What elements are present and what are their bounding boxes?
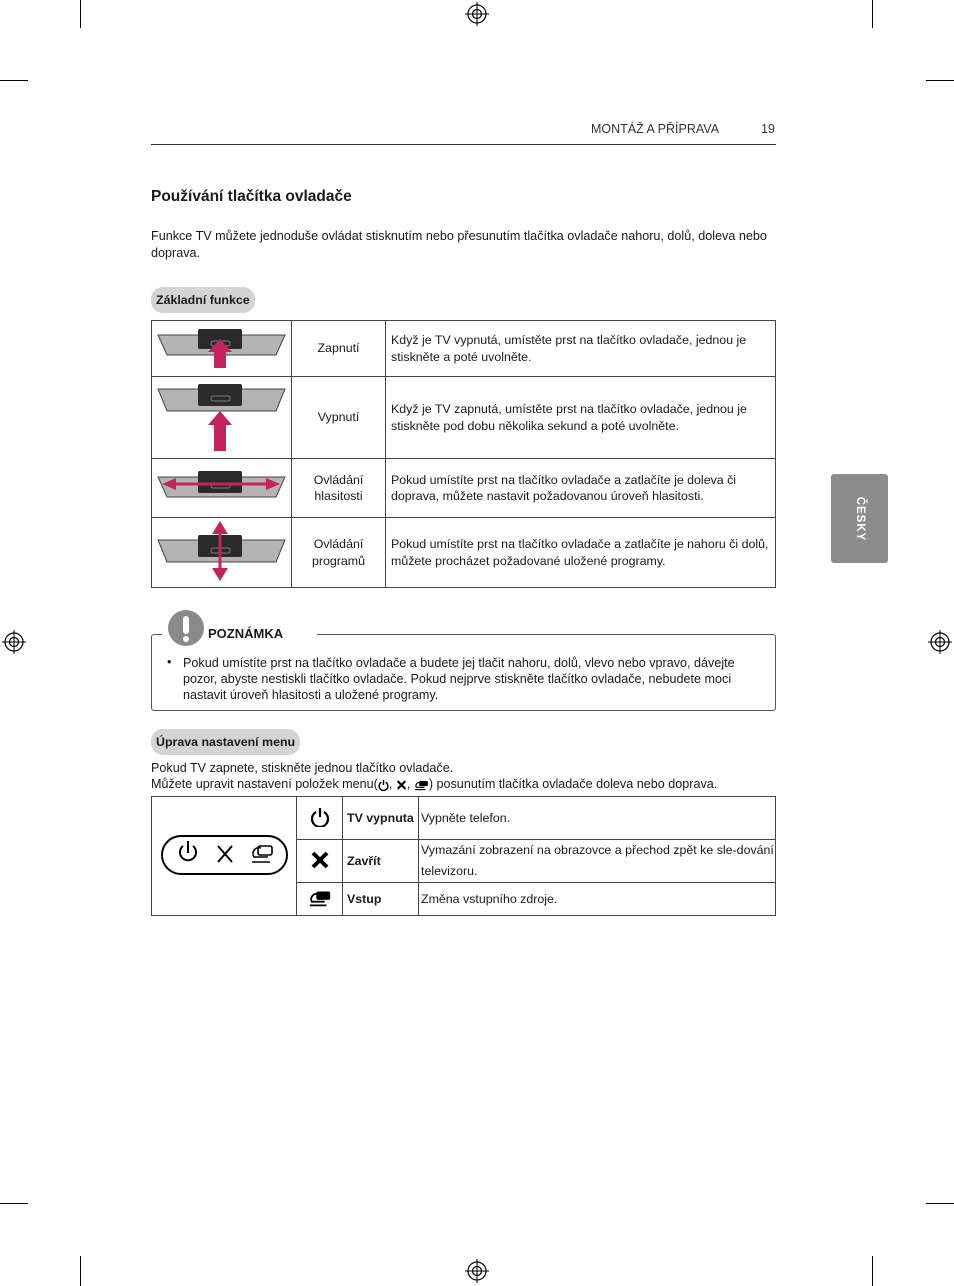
crop-mark bbox=[0, 80, 28, 81]
exclamation-icon bbox=[167, 609, 205, 647]
registration-mark-icon bbox=[928, 630, 952, 654]
menu-instruction-text: ) posunutím tlačítka ovladače doleva nebo doprava. bbox=[428, 777, 718, 791]
function-description: Když je TV vypnutá, umístěte prst na tlačítko ovladače, jednou je stiskněte a poté uvolněte. bbox=[386, 321, 776, 377]
crop-mark bbox=[926, 80, 954, 81]
basic-functions-pill: Základní funkce bbox=[151, 287, 255, 313]
menu-option-description: Vymazání zobrazení na obrazovce a přechod zpět ke sle-dování televizoru. bbox=[419, 840, 776, 883]
basic-functions-table bbox=[151, 320, 776, 588]
crop-mark bbox=[80, 1256, 81, 1286]
function-label: Vypnutí bbox=[292, 377, 386, 459]
registration-mark-icon bbox=[465, 2, 489, 26]
crop-mark bbox=[80, 0, 81, 28]
power-icon bbox=[378, 779, 389, 791]
crop-mark bbox=[872, 0, 873, 28]
menu-option-description: Vypněte telefon. bbox=[419, 797, 776, 840]
language-tab bbox=[831, 474, 888, 563]
note-title: POZNÁMKA bbox=[208, 626, 284, 641]
registration-mark-icon bbox=[465, 1259, 489, 1283]
menu-instruction-2 bbox=[151, 776, 717, 792]
power-icon bbox=[310, 807, 330, 827]
page-number: 19 bbox=[761, 122, 775, 136]
table-row bbox=[152, 797, 776, 840]
joystick-hold-illustration bbox=[152, 377, 292, 459]
menu-option-description: Změna vstupního zdroje. bbox=[419, 883, 776, 916]
function-description: Pokud umístíte prst na tlačítko ovladače a zatlačíte je doleva či doprava, můžete nastavit požadovanou úroveň hlasitosti. bbox=[386, 459, 776, 518]
function-label: Ovládání hlasitosti bbox=[292, 459, 386, 518]
running-header: MONTÁŽ A PŘÍPRAVA bbox=[591, 122, 720, 136]
menu-options-table bbox=[151, 796, 776, 916]
menu-instruction-text: Můžete upravit nastavení položek menu( bbox=[151, 777, 378, 791]
crop-mark bbox=[926, 1203, 954, 1204]
menu-settings-pill: Úprava nastavení menu bbox=[151, 729, 300, 755]
header-divider bbox=[151, 144, 776, 145]
menu-icon-cell bbox=[297, 840, 343, 883]
menu-option-name: TV vypnuta bbox=[343, 797, 419, 840]
function-description: Pokud umístíte prst na tlačítko ovladače a zatlačíte je nahoru či dolů, můžete procházet požadované uložené programy. bbox=[386, 518, 776, 588]
function-label: Ovládání programů bbox=[292, 518, 386, 588]
language-tab-label: ČESKY bbox=[853, 496, 866, 541]
input-icon bbox=[414, 779, 429, 791]
close-icon bbox=[310, 850, 330, 870]
input-icon bbox=[308, 888, 332, 908]
section-title: Používání tlačítka ovladače bbox=[151, 188, 352, 205]
menu-icon-cell bbox=[297, 797, 343, 840]
menu-instruction-text: , bbox=[388, 777, 396, 791]
function-label: Zapnutí bbox=[292, 321, 386, 377]
menu-instruction-text: , bbox=[406, 777, 414, 791]
joystick-program-illustration bbox=[152, 518, 292, 588]
table-row bbox=[152, 459, 776, 518]
joystick-press-illustration bbox=[152, 321, 292, 377]
menu-instruction-1: Pokud TV zapnete, stiskněte jednou tlačítko ovladače. bbox=[151, 761, 454, 775]
joystick-volume-illustration bbox=[152, 459, 292, 518]
close-icon bbox=[396, 779, 407, 791]
crop-mark bbox=[0, 1203, 28, 1204]
function-description: Když je TV zapnutá, umístěte prst na tlačítko ovladače, jednou je stiskněte pod dobu několika sekund a poté uvolněte. bbox=[386, 377, 776, 459]
control-panel-illustration bbox=[152, 797, 297, 916]
crop-mark bbox=[872, 1256, 873, 1286]
menu-icon-cell bbox=[297, 883, 343, 916]
menu-option-name: Zavřít bbox=[343, 840, 419, 883]
intro-paragraph: Funkce TV můžete jednoduše ovládat stisknutím nebo přesunutím tlačítka ovladače nahoru, dolů, doleva nebo doprava. bbox=[151, 229, 767, 260]
registration-mark-icon bbox=[2, 630, 26, 654]
note-bullet: • bbox=[167, 655, 172, 669]
menu-option-name: Vstup bbox=[343, 883, 419, 916]
table-row bbox=[152, 377, 776, 459]
note-text: Pokud umístíte prst na tlačítko ovladače a budete jej tlačit nahoru, dolů, vlevo nebo vpravo, dávejte pozor, abyste nestiskli tlačítko ovladače. Pokud nejprve stiskněte tlačítko ovladače, nebudete moci nastavit úroveň hlasitosti a uložené programy. bbox=[183, 656, 735, 702]
table-row bbox=[152, 518, 776, 588]
table-row bbox=[152, 321, 776, 377]
